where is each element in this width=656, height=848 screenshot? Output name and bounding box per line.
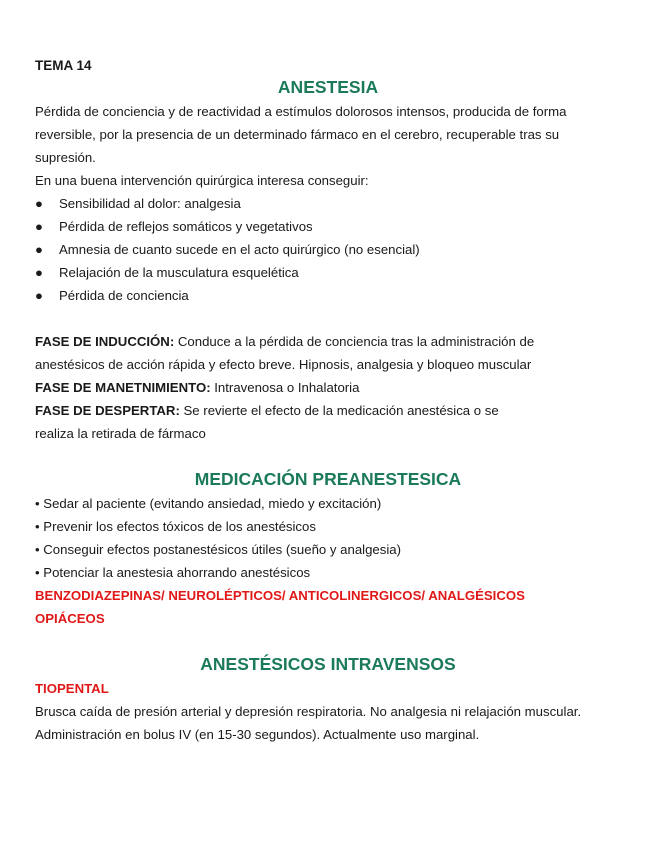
bullet-dot-icon: ● bbox=[35, 196, 43, 211]
goal-list-item: ● Amnesia de cuanto sucede en el acto quirúrgico (no esencial) bbox=[35, 242, 420, 257]
section-title-anestesia: ANESTESIA bbox=[277, 77, 379, 97]
drug-description-line: Brusca caída de presión arterial y depresión respiratoria. No analgesia ni relajación muscular. bbox=[35, 704, 582, 719]
phase-wakeup-cont: realiza la retirada de fármaco bbox=[35, 426, 206, 441]
definition-line: supresión. bbox=[35, 150, 96, 165]
drug-groups-line: OPIÁCEOS bbox=[35, 611, 105, 626]
drug-description-line: Administración en bolus IV (en 15-30 segundos). Actualmente uso marginal. bbox=[35, 727, 480, 742]
drug-name: TIOPENTAL bbox=[35, 681, 109, 696]
phase-induction: FASE DE INDUCCIÓN: Conduce a la pérdida de conciencia tras la administración de bbox=[35, 334, 535, 349]
drug-groups-line: BENZODIAZEPINAS/ NEUROLÉPTICOS/ ANTICOLINERGICOS/ ANALGÉSICOS bbox=[35, 588, 525, 603]
phase-wakeup: FASE DE DESPERTAR: Se revierte el efecto de la medicación anestésica o se bbox=[35, 403, 499, 418]
definition-line: Pérdida de conciencia y de reactividad a estímulos dolorosos intensos, producida de forma bbox=[35, 104, 567, 119]
goal-list-item: ● Relajación de la musculatura esquelética bbox=[35, 265, 299, 280]
goals-intro: En una buena intervención quirúrgica interesa conseguir: bbox=[35, 173, 369, 188]
premedication-item: • Potenciar la anestesia ahorrando anestésicos bbox=[35, 565, 311, 580]
bullet-dot-icon: ● bbox=[35, 242, 43, 257]
phase-induction-cont: anestésicos de acción rápida y efecto breve. Hipnosis, analgesia y bloqueo muscular bbox=[35, 357, 532, 372]
bullet-dot-icon: ● bbox=[35, 265, 43, 280]
premedication-item: • Conseguir efectos postanestésicos útiles (sueño y analgesia) bbox=[35, 542, 402, 557]
phase-maintenance: FASE DE MANETNIMIENTO: Intravenosa o Inhalatoria bbox=[35, 380, 360, 395]
topic-label: TEMA 14 bbox=[35, 58, 92, 73]
premedication-item: • Sedar al paciente (evitando ansiedad, miedo y excitación) bbox=[35, 496, 382, 511]
definition-line: reversible, por la presencia de un determinado fármaco en el cerebro, recuperable tras su bbox=[35, 127, 560, 142]
goal-list-item: ● Pérdida de conciencia bbox=[35, 288, 189, 303]
premedication-item: • Prevenir los efectos tóxicos de los anestésicos bbox=[35, 519, 316, 534]
goal-list-item: ● Sensibilidad al dolor: analgesia bbox=[35, 196, 241, 211]
section-title-preanestesica: MEDICACIÓN PREANESTESICA bbox=[194, 469, 462, 489]
bullet-dot-icon: ● bbox=[35, 219, 43, 234]
bullet-dot-icon: ● bbox=[35, 288, 43, 303]
goal-list-item: ● Pérdida de reflejos somáticos y vegetativos bbox=[35, 219, 313, 234]
section-title-intravenosos: ANESTÉSICOS INTRAVENSOS bbox=[200, 654, 456, 674]
